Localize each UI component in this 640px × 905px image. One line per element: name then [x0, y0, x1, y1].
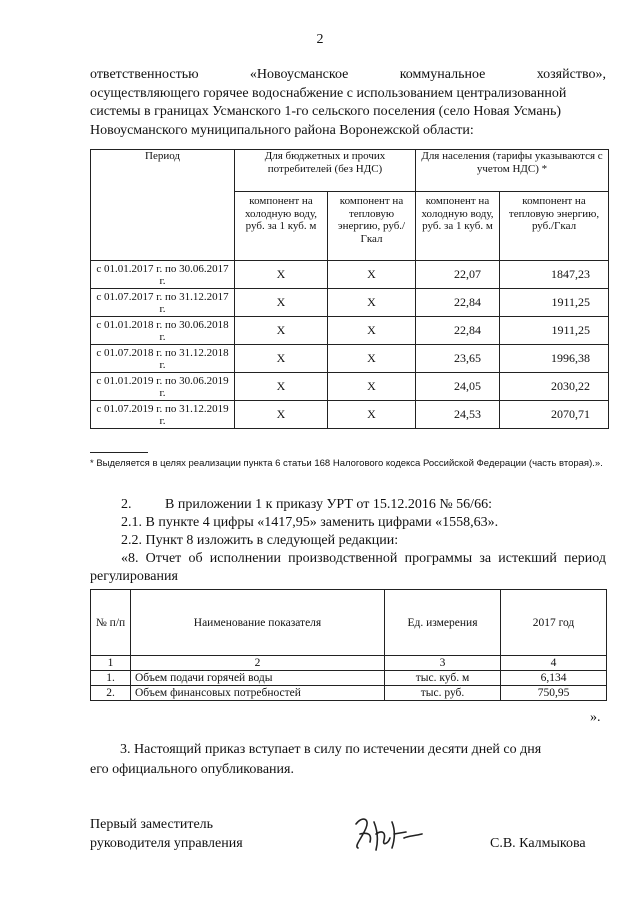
row-unit: тыс. куб. м [385, 671, 501, 686]
p8-word: период [564, 551, 606, 566]
subheader-heat: компонент на тепловую энергию, руб./Гкал [328, 192, 416, 261]
footnote-divider [90, 452, 148, 453]
p8-word: об [188, 551, 203, 566]
tariff-row [91, 289, 609, 317]
row-budget-cold: X [235, 261, 328, 289]
closing-quote: ». [590, 710, 601, 725]
p8-word: исполнении [209, 551, 281, 566]
p8-word: Отчет [145, 551, 182, 566]
row-period: с 01.01.2018 г. по 30.06.2018 г. [91, 317, 235, 345]
row-unit: тыс. руб. [385, 686, 501, 701]
column-number: 4 [501, 656, 607, 671]
section-2-number: 2. [121, 497, 132, 512]
paragraph-8-continuation: регулирования [90, 569, 178, 584]
intro-line-4: Новоусманского муниципального района Воронежской области: [90, 122, 474, 138]
tariff-table [90, 149, 609, 429]
row-population-cold: 24,05 [416, 373, 500, 401]
row-budget-heat: X [328, 261, 416, 289]
signatory-title [90, 815, 243, 853]
column-number: 2 [131, 656, 385, 671]
section-3-line-1: 3. Настоящий приказ вступает в силу по истечении десяти дней со дня [120, 742, 542, 757]
p8-word: «8. [121, 551, 139, 566]
row-population-cold: 24,53 [416, 401, 500, 429]
row-value: 6,134 [501, 671, 607, 686]
row-population-heat: 1996,38 [500, 345, 609, 373]
column-number: 3 [385, 656, 501, 671]
p8-word: программы [404, 551, 473, 566]
intro-line-1 [90, 66, 606, 85]
row-budget-cold: X [235, 289, 328, 317]
tariff-row [91, 345, 609, 373]
page-number: 2 [316, 32, 324, 47]
row-name: Объем финансовых потребностей [131, 686, 385, 701]
row-population-heat: 1911,25 [500, 317, 609, 345]
header-name: Наименование показателя [131, 590, 385, 656]
row-value: 750,95 [501, 686, 607, 701]
p8-word: производственной [288, 551, 398, 566]
row-budget-heat: X [328, 373, 416, 401]
row-population-heat: 1911,25 [500, 289, 609, 317]
row-name: Объем подачи горячей воды [131, 671, 385, 686]
row-population-heat: 2070,71 [500, 401, 609, 429]
intro-word: ответственностью [90, 67, 199, 82]
header-period: Период [91, 150, 235, 261]
row-period: с 01.07.2017 г. по 31.12.2017 г. [91, 289, 235, 317]
footnote: * Выделяется в целях реализации пункта 6 статьи 168 Налогового кодекса Российской Федерации (часть вторая).». [90, 458, 603, 469]
row-period: с 01.01.2019 г. по 30.06.2019 г. [91, 373, 235, 401]
row-period: с 01.01.2017 г. по 30.06.2017 г. [91, 261, 235, 289]
row-population-cold: 22,84 [416, 289, 500, 317]
row-budget-cold: X [235, 401, 328, 429]
tariff-row [91, 373, 609, 401]
section-3-line-2: его официального опубликования. [90, 762, 294, 777]
column-number: 1 [91, 656, 131, 671]
intro-word: «Новоусманское [249, 67, 349, 82]
subheader-cold: компонент на холодную воду, руб. за 1 куб. м [416, 192, 500, 261]
row-num: 2. [91, 686, 131, 701]
signatory-title-line-2: руководителя управления [90, 836, 243, 851]
section-2-text: В приложении 1 к приказу УРТ от 15.12.2016 № 56/66: [165, 497, 492, 512]
paragraph-8-line [121, 550, 606, 568]
row-period: с 01.07.2019 г. по 31.12.2019 г. [91, 401, 235, 429]
subheader-cold: компонент на холодную воду, руб. за 1 куб. м [235, 192, 328, 261]
header-budget: Для бюджетных и прочих потребителей (без НДС) [235, 150, 416, 192]
row-population-heat: 2030,22 [500, 373, 609, 401]
intro-line-3: системы в границах Усманского 1-го сельского поселения (село Новая Усмань) [90, 104, 562, 119]
row-budget-heat: X [328, 289, 416, 317]
row-period: с 01.07.2018 г. по 31.12.2018 г. [91, 345, 235, 373]
intro-word: коммунальное [399, 67, 486, 82]
section-3 [90, 740, 606, 780]
row-population-heat: 1847,23 [500, 261, 609, 289]
header-unit: Ед. измерения [385, 590, 501, 656]
row-budget-cold: X [235, 317, 328, 345]
row-population-cold: 22,07 [416, 261, 500, 289]
header-year: 2017 год [501, 590, 607, 656]
row-num: 1. [91, 671, 131, 686]
paragraph-2-1: 2.1. В пункте 4 цифры «1417,95» заменить цифрами «1558,63». [121, 515, 499, 530]
tariff-row [91, 317, 609, 345]
signatory-title-line-1: Первый заместитель [90, 817, 214, 832]
row-budget-heat: X [328, 401, 416, 429]
header-population: Для населения (тарифы указываются с учетом НДС) * [416, 150, 609, 192]
report-table [90, 589, 607, 701]
signatory-name: С.В. Калмыкова [490, 836, 586, 851]
row-budget-heat: X [328, 345, 416, 373]
p8-word: за [479, 551, 492, 566]
row-budget-cold: X [235, 373, 328, 401]
intro-word: хозяйство», [536, 67, 606, 82]
subheader-heat: компонент на тепловую энергию, руб./Гкал [500, 192, 609, 261]
row-population-cold: 23,65 [416, 345, 500, 373]
intro-paragraph [90, 66, 606, 140]
p8-word: истекший [498, 551, 557, 566]
tariff-row [91, 261, 609, 289]
row-budget-heat: X [328, 317, 416, 345]
tariff-row [91, 401, 609, 429]
row-population-cold: 22,84 [416, 317, 500, 345]
paragraph-2-2: 2.2. Пункт 8 изложить в следующей редакции: [121, 533, 399, 548]
handwritten-signature [348, 812, 426, 856]
header-num: № п/п [91, 590, 131, 656]
intro-line-2: осуществляющего горячее водоснабжение с использованием централизованной [90, 85, 567, 101]
row-budget-cold: X [235, 345, 328, 373]
